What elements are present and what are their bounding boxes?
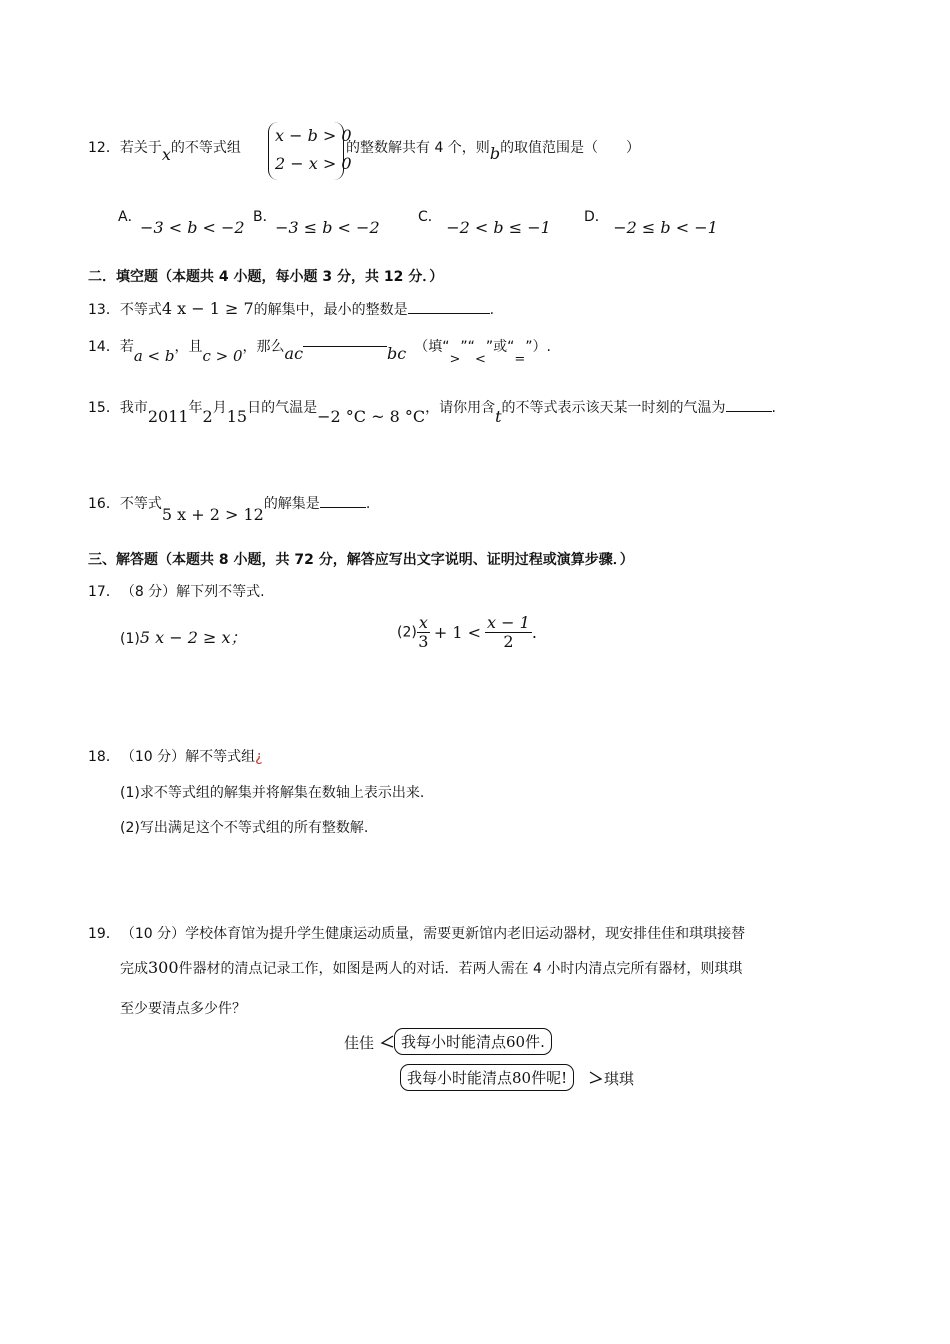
option-expr: −3 ≤ b < −2: [275, 218, 380, 237]
q13-text-2: 的解集中，最小的整数是: [253, 302, 408, 318]
q12-option-d[interactable]: [584, 206, 718, 237]
q15-text-2: ，请你用含: [425, 400, 496, 416]
dialogue-figure: [340, 1026, 650, 1096]
q14-text-3: ，那么: [242, 339, 285, 355]
q13-text-1: 不等式: [119, 302, 162, 318]
q16-answer-blank[interactable]: [320, 493, 366, 508]
speaker-jiajia: 佳佳: [344, 1034, 375, 1052]
fraction-denominator: 2: [503, 632, 514, 651]
q15-answer-blank[interactable]: [726, 397, 772, 412]
q14-text-7: ”）.: [525, 339, 551, 355]
q19-text-2a: 完成: [120, 961, 148, 977]
q13-number: 13．: [88, 302, 120, 318]
q15-day: 15: [226, 407, 248, 426]
q14-gt: >: [449, 352, 461, 367]
q13-line: [88, 299, 494, 319]
q15-temperature: −2 °C ~ 8 °C: [317, 407, 426, 426]
q12-var-b: b: [489, 144, 501, 163]
q14-text-2: ，且: [174, 339, 203, 355]
q14-line: [88, 336, 551, 367]
q12-system-line-1: x − b > 0: [275, 126, 352, 145]
option-letter: C．: [418, 209, 442, 225]
q13-answer-blank[interactable]: [408, 299, 490, 314]
q17-part-2-label: (2): [397, 624, 417, 641]
q14-lt: <: [474, 352, 486, 367]
q15-number: 15．: [88, 400, 120, 416]
option-letter: A．: [118, 209, 142, 225]
q12-line: [88, 137, 241, 164]
q19-line-3: 至少要清点多少件？: [120, 1001, 246, 1017]
q19-text-1: （10 分）学校体育馆为提升学生健康运动质量，需要更新馆内老旧运动器材，现安排佳佳和琪琪接替: [127, 926, 746, 942]
q13-end: .: [489, 302, 495, 318]
speech-bubble-qiqi: 我每小时能清点80件呢!: [400, 1064, 574, 1091]
q14-answer-blank[interactable]: [303, 332, 387, 347]
q16-number: 16．: [88, 496, 120, 512]
q18-number: 18．: [88, 749, 120, 765]
q14-expr-2: c > 0: [202, 347, 243, 365]
q17-part-1-expr: 5 x − 2 ≥ x；: [139, 628, 247, 647]
q15-text-3: 的不等式表示该天某一时刻的气温为: [501, 400, 726, 416]
q12-var-x: x: [161, 145, 171, 164]
q15-yue: 月: [212, 400, 227, 416]
q15-ri: 日的气温是: [247, 400, 318, 416]
q14-text-1: 若: [119, 339, 134, 355]
q14-text-5: ”“: [460, 339, 475, 355]
right-paren: [333, 122, 344, 180]
q15-nian: 年: [188, 400, 203, 416]
section-2-heading: 二．填空题（本题共 4 小题，每小题 3 分，共 12 分．）: [88, 269, 444, 285]
section-3-heading: 三、解答题（本题共 8 小题，共 72 分，解答应写出文字说明、证明过程或演算步骤．）: [88, 552, 634, 568]
bubble-tail-left: [380, 1034, 394, 1050]
q12-text-1: 若关于: [119, 140, 162, 156]
q19-count: 300: [148, 958, 179, 977]
q15-month: 2: [202, 407, 213, 426]
q17-fraction-1: [417, 614, 430, 651]
q15-line: [88, 397, 776, 426]
q12-text-4: 的取值范围是（ ）: [500, 140, 641, 156]
q15-text-1: 我市: [119, 400, 148, 416]
q15-end: .: [771, 400, 776, 416]
q17-line: [88, 581, 265, 601]
q12-text-3: 的整数解共有 4 个，则: [346, 140, 490, 156]
q12-system-line-2: 2 − x > 0: [275, 154, 352, 173]
q17-part-2-mid: + 1 <: [433, 623, 482, 642]
option-expr: −2 < b ≤ −1: [446, 218, 551, 237]
q14-expr-1: a < b: [133, 347, 175, 365]
q12-option-a[interactable]: [118, 206, 251, 237]
q17-part-1: [120, 625, 247, 648]
speaker-qiqi: 琪琪: [604, 1070, 635, 1088]
q12-option-c[interactable]: [418, 206, 551, 237]
q19-text-2b: 件器材的清点记录工作，如图是两人的对话．若两人需在 4 小时内清点完所有器材，则琪琪: [178, 961, 743, 977]
q14-ac: ac: [284, 344, 304, 363]
speech-bubble-jiajia: 我每小时能清点60件.: [394, 1028, 552, 1055]
q17-part-2: [397, 614, 537, 651]
fraction-numerator: x − 1: [487, 613, 530, 632]
q12-number: 12．: [88, 140, 120, 156]
q17-fraction-2: [485, 614, 532, 651]
q16-text-2: 的解集是: [263, 496, 320, 512]
q19-line-1: [88, 923, 745, 943]
q12-option-b[interactable]: [253, 206, 386, 237]
q14-text-4: （填“: [414, 339, 450, 355]
q19-line-2: [120, 958, 742, 978]
q18-text: （10 分）解不等式组: [127, 749, 256, 765]
q16-end: .: [365, 496, 371, 512]
q19-number: 19．: [88, 926, 120, 942]
q12-system: [268, 122, 352, 180]
q16-text-1: 不等式: [119, 496, 162, 512]
option-expr: −3 < b < −2: [140, 218, 245, 237]
fraction-numerator: x: [418, 613, 428, 632]
fraction-denominator: 3: [418, 632, 429, 651]
option-expr: −2 ≤ b < −1: [613, 218, 718, 237]
q16-expr: 5 x + 2 > 12: [161, 505, 264, 524]
q17-part-1-label: (1): [120, 631, 140, 647]
q14-bc: bc: [387, 344, 407, 363]
q17-number: 17．: [88, 584, 120, 600]
q14-text-6: ”或“: [485, 339, 515, 355]
q12-line-tail: [346, 137, 641, 163]
q13-expr: 4 x − 1 ≥ 7: [161, 299, 254, 318]
q18-part-2: (2)写出满足这个不等式组的所有整数解.: [120, 820, 369, 836]
bubble-tail-right: [589, 1070, 603, 1086]
q15-year: 2011: [147, 407, 189, 426]
q17-text: （8 分）解下列不等式.: [127, 584, 265, 600]
q18-part-1: (1)求不等式组的解集并将解集在数轴上表示出来.: [120, 785, 425, 801]
option-letter: B．: [253, 209, 277, 225]
q14-number: 14．: [88, 339, 120, 355]
q18-broken-glyph: ¿: [255, 749, 263, 765]
q18-line: [88, 746, 263, 766]
q12-text-2: 的不等式组: [170, 140, 241, 156]
option-letter: D．: [584, 209, 609, 225]
q17-part-2-end: .: [531, 623, 537, 642]
q16-line: [88, 493, 371, 524]
q15-var-t: t: [495, 407, 502, 426]
q14-eq: =: [514, 352, 526, 367]
